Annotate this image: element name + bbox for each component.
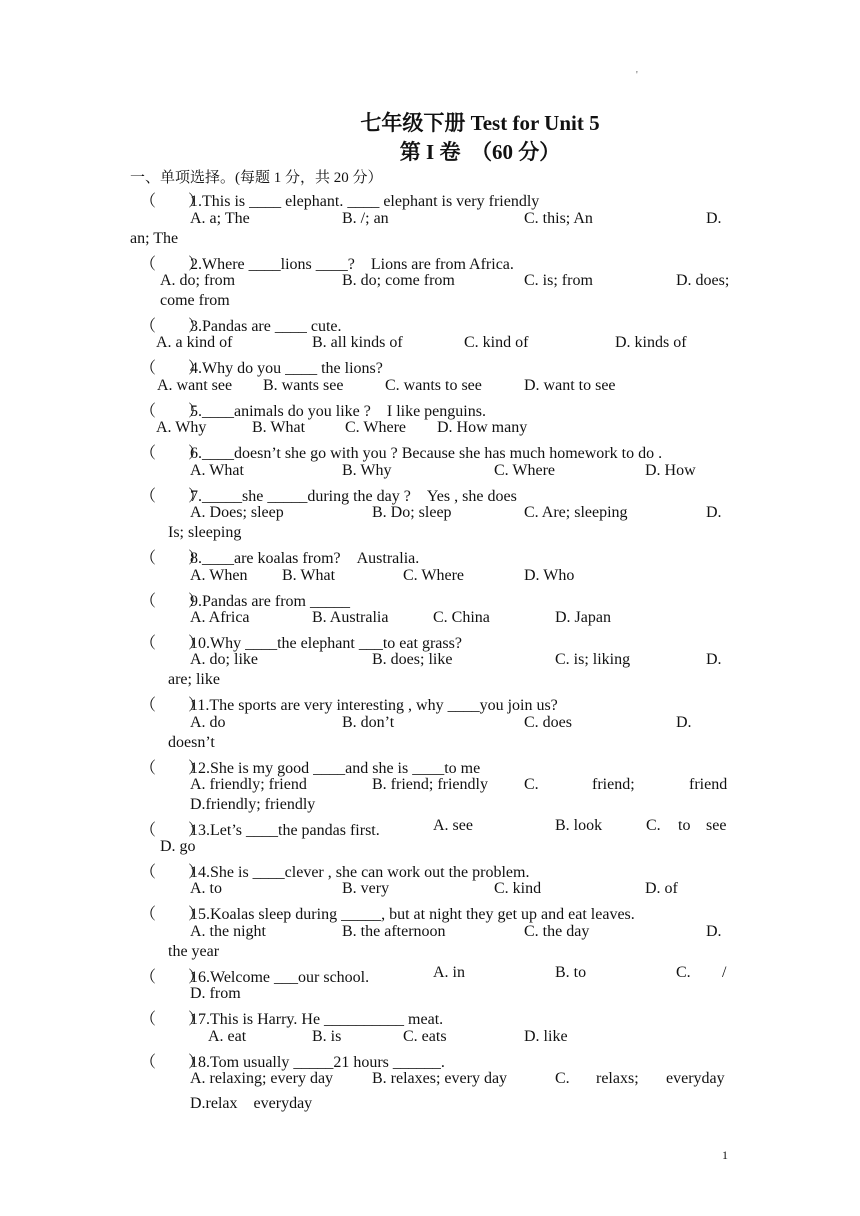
question-stem: （ ）3.Pandas are ____ cute. [140,318,342,335]
option-d: D. kinds of [615,334,687,351]
option-c: C. Are; sleeping [524,504,628,521]
option-b: B. is [312,1028,342,1045]
option-wrap: an; The [130,230,179,247]
question-stem: （ ）15.Koalas sleep during _____, but at night they get up and eat leaves. [140,906,635,923]
question-stem: （ ）13.Let’s ____the pandas first. [140,822,380,839]
page-number: 1 [722,1148,728,1162]
option-a: A. see [433,817,473,834]
option-a: A. want see [157,377,233,394]
option-c: C. wants to see [385,377,482,394]
option-a: A. Why [156,419,207,436]
option-c: C. Where [403,567,465,584]
option-c: C. this; An [524,210,593,227]
option-a: A. What [190,462,244,479]
question-stem: （ ）18.Tom usually _____21 hours ______. [140,1054,445,1071]
option-b: B. friend; friendly [372,776,488,793]
question-stem: （ ）9.Pandas are from _____ [140,593,350,610]
option-c: C. China [433,609,490,626]
option-d: D. want to see [524,377,616,394]
answer-paren: （ ） [140,193,205,210]
option-c: C. kind of [464,334,529,351]
option-wrap: doesn’t [168,734,215,751]
option-d: D. [706,923,722,940]
option-c: C. Where [494,462,556,479]
option-b: B. very [342,880,390,897]
page-subtitle: 第 I 卷 （60 分） [399,140,561,164]
option-a: A. do [190,714,226,731]
question-stem: （ ）2.Where ____lions ____? Lions are from Africa. [140,256,514,273]
option-d: D. does; [676,272,730,289]
option-c-part: friend; [592,776,635,793]
option-d: D. Who [524,567,575,584]
option-c-part: to [678,817,691,834]
option-d: D. [706,651,722,668]
option-d: D. [706,504,722,521]
option-c-part: friend [689,776,728,793]
option-a: A. Does; sleep [190,504,284,521]
option-a: A. the night [190,923,266,940]
option-b: B. Do; sleep [372,504,452,521]
option-d: D. [676,714,692,731]
question-stem: （ ）10.Why ____the elephant ___to eat grass? [140,635,462,652]
option-a: A. do; from [160,272,236,289]
question-stem: （ ）1.This is ____ elephant. ____ elephant is very friendly [140,188,740,211]
question-stem: （ ）5.____animals do you like ? I like penguins. [140,403,486,420]
option-c: C. does [524,714,572,731]
option-d: D. of [645,880,678,897]
option-a: A. to [190,880,222,897]
option-a: A. When [190,567,248,584]
option-d: D. How [645,462,696,479]
option-c: C. is; liking [555,651,631,668]
page-title: 七年级下册 Test for Unit 5 [360,111,600,135]
option-b: B. does; like [372,651,453,668]
question-stem: （ ）6.____doesn’t she go with you ? Because she has much homework to do . [140,445,663,462]
option-c: C. [524,776,539,793]
option-b: B. wants see [263,377,344,394]
option-b: B. What [252,419,306,436]
option-b: B. What [282,567,336,584]
option-wrap: Is; sleeping [168,524,242,541]
option-c-part: see [706,817,727,834]
option-wrap: D. from [190,985,241,1002]
option-a: A. a; The [190,210,250,227]
option-wrap: the year [168,943,220,960]
option-c: C. [555,1070,570,1087]
option-a: A. relaxing; every day [190,1070,334,1087]
option-d: D. like [524,1028,568,1045]
option-wrap: come from [160,292,230,309]
question-stem: （ ）16.Welcome ___our school. [140,969,370,986]
option-a: A. Africa [190,609,250,626]
option-d: D. How many [437,419,528,436]
option-b: B. do; come from [342,272,455,289]
option-b: B. the afternoon [342,923,446,940]
section-heading: 一、单项选择。(每题 1 分，共 20 分） [130,170,383,186]
option-c: C. the day [524,923,590,940]
option-wrap: D. go [160,838,196,855]
option-c-part: everyday [666,1070,725,1087]
option-c: C. eats [403,1028,447,1045]
option-wrap: D.relax everyday [190,1095,313,1112]
option-c-part: / [722,964,727,981]
option-wrap: are; like [168,671,220,688]
question-stem: （ ）7._____she _____during the day ? Yes , she does [140,488,517,505]
option-c-part: relaxs; [596,1070,639,1087]
option-c: C. [676,964,691,981]
question-stem: （ ）8.____are koalas from? Australia. [140,550,420,567]
option-a: A. in [433,964,465,981]
option-a: A. eat [208,1028,247,1045]
option-a: A. friendly; friend [190,776,307,793]
option-c: C. is; from [524,272,593,289]
question-stem: （ ）12.She is my good ____and she is ____to me [140,760,481,777]
option-b: B. to [555,964,587,981]
question-stem: （ ）4.Why do you ____ the lions? [140,360,383,377]
option-b: B. Why [342,462,392,479]
option-c: C. Where [345,419,407,436]
option-b: B. /; an [342,210,389,227]
option-b: B. Australia [312,609,389,626]
option-c: C. kind [494,880,542,897]
option-c: C. [646,817,661,834]
question-stem: （ ）11.The sports are very interesting , why ____you join us? [140,697,558,714]
option-d: D. [706,210,722,227]
option-a: A. do; like [190,651,258,668]
option-b: B. look [555,817,603,834]
question-stem: （ ）14.She is ____clever , she can work out the problem. [140,864,530,881]
option-b: B. all kinds of [312,334,403,351]
question-stem: （ ）17.This is Harry. He __________ meat. [140,1011,444,1028]
option-wrap: D.friendly; friendly [190,796,316,813]
header-mark: ' [636,70,638,81]
option-a: A. a kind of [156,334,233,351]
option-d: D. Japan [555,609,611,626]
option-b: B. don’t [342,714,395,731]
option-b: B. relaxes; every day [372,1070,508,1087]
